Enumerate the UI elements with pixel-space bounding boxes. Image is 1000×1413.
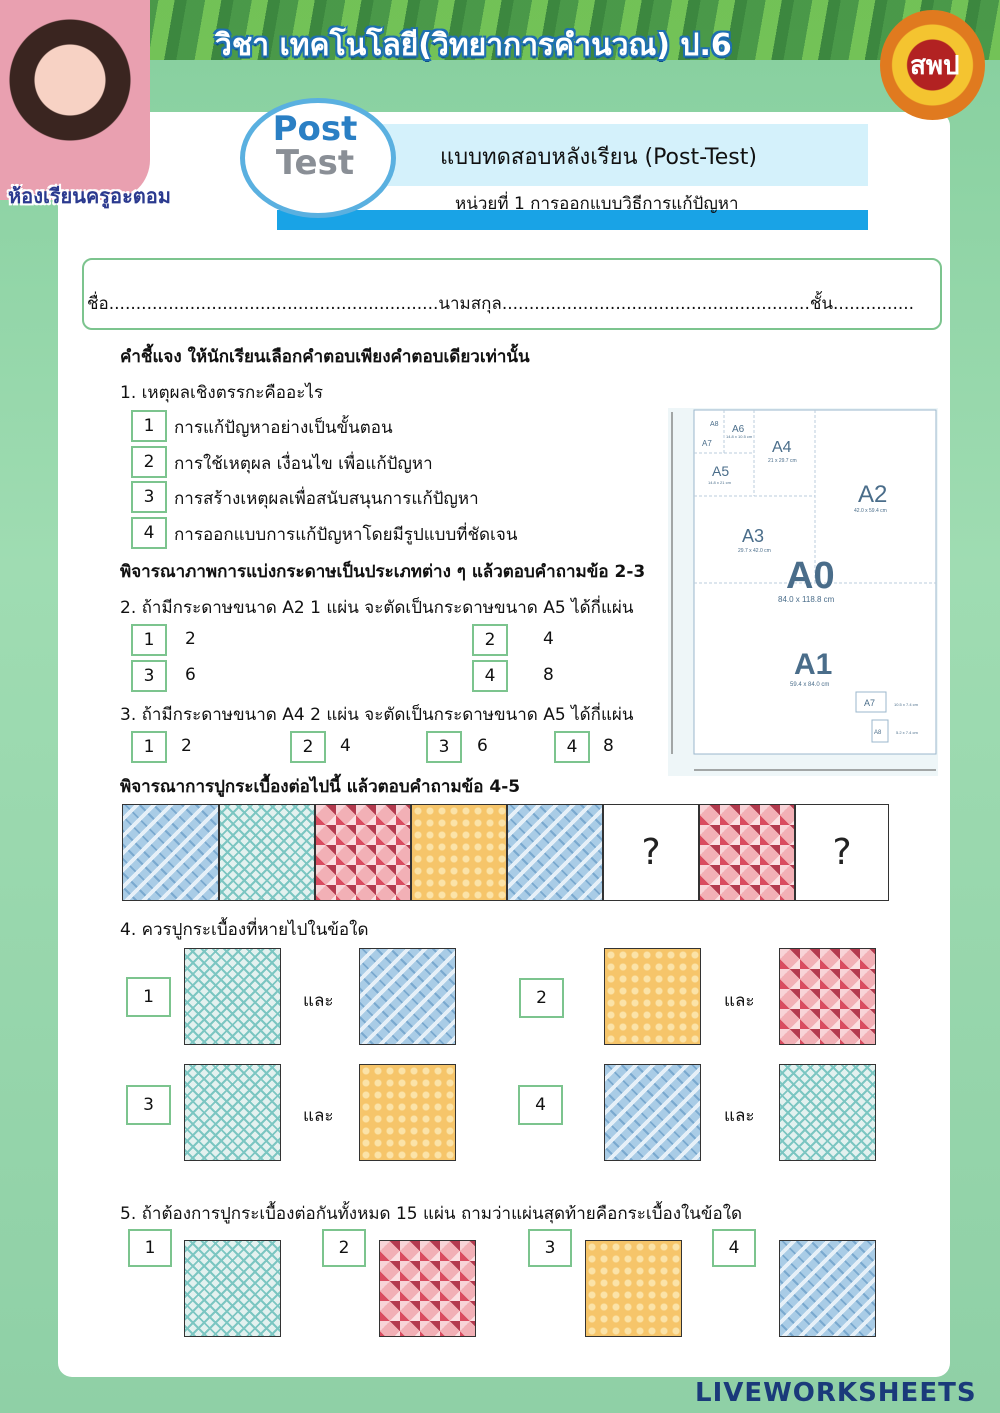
q5-option-2-box[interactable]: 2	[322, 1229, 366, 1267]
label-a5-size: 14.8 x 21 cm	[708, 480, 731, 485]
q2-option-2-text: 4	[543, 629, 554, 649]
q3-option-1-box[interactable]: 1	[131, 731, 167, 763]
label-a2-size: 42.0 x 59.4 cm	[854, 508, 887, 514]
label-a0-size: 84.0 x 118.8 cm	[778, 595, 835, 604]
teacher-label: ห้องเรียนครูอะตอม	[8, 184, 171, 208]
q5-option-3-box[interactable]: 3	[528, 1229, 572, 1267]
label-a8: A8	[710, 421, 719, 428]
q3-option-3-text: 6	[477, 736, 488, 756]
q2-option-4-text: 8	[543, 665, 554, 685]
sequence-tile-4-hexagon	[411, 804, 507, 901]
q1-option-2-text: การใช้เหตุผล เงื่อนไข เพื่อแก้ปัญหา	[174, 454, 433, 474]
sequence-tile-5-chevron	[507, 804, 603, 901]
q5-option-4-tile	[779, 1240, 876, 1337]
q2-option-3-box[interactable]: 3	[131, 660, 167, 692]
sequence-tile-6-unknown: ?	[603, 804, 699, 901]
q4-option-4-tile-a	[604, 1064, 701, 1161]
label-a7: A7	[702, 439, 712, 448]
q3-option-2-box[interactable]: 2	[290, 731, 326, 763]
badge-post: Post	[272, 109, 358, 149]
q4-option-3-and: และ	[303, 1106, 334, 1126]
sequence-tile-2-zigzag	[219, 804, 315, 901]
q4-option-4-box[interactable]: 4	[518, 1085, 563, 1125]
badge-test: Test	[275, 143, 355, 183]
q1-option-1-text: การแก้ปัญหาอย่างเป็นขั้นตอน	[174, 418, 393, 438]
liveworksheets-logo: LIVEWORKSHEETS	[695, 1378, 977, 1408]
q1-option-4-text: การออกแบบการแก้ปัญหาโดยมีรูปแบบที่ชัดเจน	[174, 525, 518, 545]
q5-option-1-box[interactable]: 1	[128, 1229, 172, 1267]
label-a8b: A8	[874, 730, 882, 736]
q4-option-3-box[interactable]: 3	[126, 1085, 171, 1125]
q2-option-3-text: 6	[185, 665, 196, 685]
instruction: คำชี้แจง ให้นักเรียนเลือกคำตอบเพียงคำตอบเดียวเท่านั้น	[120, 347, 530, 367]
q1-option-3-text: การสร้างเหตุผลเพื่อสนับสนุนการแก้ปัญหา	[174, 489, 479, 509]
q4-option-3-tile-a	[184, 1064, 281, 1161]
test-title: แบบทดสอบหลังเรียน (Post-Test)	[440, 145, 757, 170]
label-a3: A3	[742, 526, 765, 546]
q2-option-2-box[interactable]: 2	[472, 624, 508, 656]
paper-section-title: พิจารณาภาพการแบ่งกระดาษเป็นประเภทต่าง ๆ แล้วตอบคำถามข้อ 2-3	[120, 562, 646, 582]
q1-question: 1. เหตุผลเชิงตรรกะคืออะไร	[120, 383, 324, 403]
label-a7b-size: 10.5 x 7.4 cm	[894, 702, 919, 707]
q4-option-2-tile-b	[779, 948, 876, 1045]
q3-option-3-box[interactable]: 3	[426, 731, 462, 763]
q4-option-1-box[interactable]: 1	[126, 977, 171, 1017]
q1-option-2-box[interactable]: 2	[131, 446, 167, 478]
unit-title: หน่วยที่ 1 การออกแบบวิธีการแก้ปัญหา	[455, 194, 739, 214]
label-a8b-size: 5.2 x 7.4 cm	[896, 730, 918, 735]
q4-option-1-tile-b	[359, 948, 456, 1045]
student-info-line[interactable]: ชื่อ.............................................................นามสกุล.........................................................ชั้น...............	[87, 294, 915, 314]
label-a0: A0	[786, 555, 835, 597]
q3-option-4-box[interactable]: 4	[554, 731, 590, 763]
q4-question: 4. ควรปูกระเบื้องที่หายไปในข้อใด	[120, 920, 369, 940]
q4-option-2-tile-a	[604, 948, 701, 1045]
q5-option-3-tile	[585, 1240, 682, 1337]
sequence-tile-8-unknown: ?	[795, 804, 889, 901]
q4-option-4-tile-b	[779, 1064, 876, 1161]
label-a3-size: 29.7 x 42.0 cm	[738, 548, 771, 554]
q1-option-4-box[interactable]: 4	[131, 517, 167, 549]
q4-option-2-and: และ	[724, 991, 755, 1011]
q3-option-2-text: 4	[340, 736, 351, 756]
q2-option-4-box[interactable]: 4	[472, 660, 508, 692]
q4-option-2-box[interactable]: 2	[519, 978, 564, 1018]
q2-option-1-text: 2	[185, 629, 196, 649]
emblem-text: สพป	[910, 51, 960, 81]
q4-option-1-tile-a	[184, 948, 281, 1045]
tile-section-title: พิจารณาการปูกระเบื้องต่อไปนี้ แล้วตอบคำถามข้อ 4-5	[120, 777, 521, 797]
sequence-tile-7-triangles	[699, 804, 795, 901]
teacher-photo	[0, 0, 150, 200]
q2-option-1-box[interactable]: 1	[131, 624, 167, 656]
label-a1: A1	[794, 648, 833, 681]
label-a6-size: 14.8 x 10.5 cm	[726, 434, 753, 439]
q4-option-4-and: และ	[724, 1106, 755, 1126]
paper-size-diagram	[668, 408, 938, 776]
q3-option-4-text: 8	[603, 736, 614, 756]
label-a5: A5	[712, 463, 730, 479]
q4-option-3-tile-b	[359, 1064, 456, 1161]
q1-option-1-box[interactable]: 1	[131, 410, 167, 442]
q5-option-2-tile	[379, 1240, 476, 1337]
q1-option-3-box[interactable]: 3	[131, 481, 167, 513]
post-test-badge	[260, 109, 370, 183]
label-a2: A2	[858, 481, 888, 508]
q5-option-1-tile	[184, 1240, 281, 1337]
page-title: วิชา เทคโนโลยี(วิทยาการคำนวณ) ป.6	[215, 28, 732, 63]
label-a6: A6	[732, 424, 745, 435]
label-a4: A4	[772, 439, 792, 456]
q5-option-4-box[interactable]: 4	[712, 1229, 756, 1267]
q3-question: 3. ถ้ามีกระดาษขนาด A4 2 แผ่น จะตัดเป็นกระดาษขนาด A5 ได้กี่แผ่น	[120, 705, 634, 725]
q4-option-1-and: และ	[303, 991, 334, 1011]
label-a4-size: 21 x 29.7 cm	[768, 458, 797, 464]
label-a7b: A7	[864, 698, 876, 708]
q2-question: 2. ถ้ามีกระดาษขนาด A2 1 แผ่น จะตัดเป็นกระดาษขนาด A5 ได้กี่แผ่น	[120, 598, 634, 618]
label-a1-size: 59.4 x 84.0 cm	[790, 682, 830, 688]
sequence-tile-3-triangles	[315, 804, 411, 901]
q3-option-1-text: 2	[181, 736, 192, 756]
q5-question: 5. ถ้าต้องการปูกระเบื้องต่อกันทั้งหมด 15 แผ่น ถามว่าแผ่นสุดท้ายคือกระเบื้องในข้อใด	[120, 1204, 743, 1224]
sequence-tile-1-chevron	[122, 804, 219, 901]
